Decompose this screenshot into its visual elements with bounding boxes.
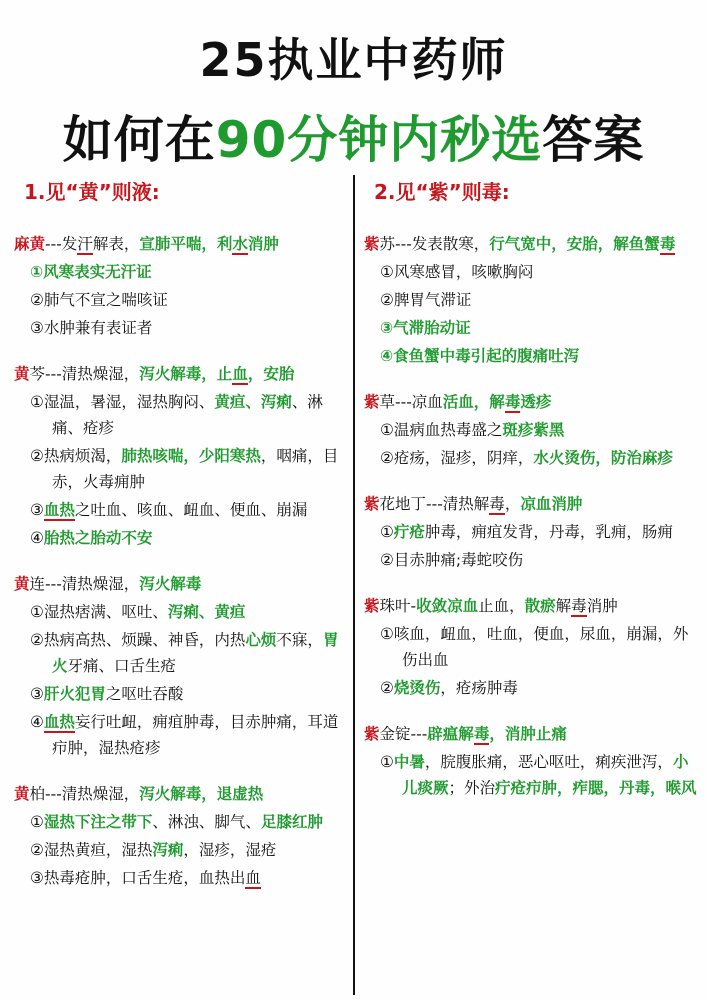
herb-summary-text: 水	[232, 235, 248, 253]
indication-text: 血	[245, 869, 261, 887]
left-column	[14, 176, 344, 911]
herb-summary-text: 花地丁---清热解	[379, 495, 490, 513]
indication-item	[14, 525, 344, 551]
indication-text: ①	[30, 813, 44, 831]
indication-text: ③	[30, 501, 44, 519]
herb-summary-text: 金锭---	[379, 725, 428, 743]
indication-item	[364, 259, 699, 285]
indication-text: 足膝红肿	[260, 813, 323, 831]
indication-item	[364, 519, 699, 545]
herb-summary	[364, 593, 699, 619]
herb-summary-text: 散瘀	[524, 597, 556, 615]
indication-text: 斑疹紫黑	[502, 421, 565, 439]
indication-text: 血热	[43, 501, 75, 519]
herb-entry	[364, 389, 699, 471]
indication-item	[364, 621, 699, 673]
herb-summary-text: 凉血消肿	[520, 495, 583, 513]
indication-text: 胃火	[52, 631, 339, 675]
herb-summary-text: 泻火解毒，止	[139, 365, 233, 383]
indication-text: ①风寒表实无汗证	[30, 263, 152, 281]
herb-summary-text: 解表，	[92, 235, 140, 253]
herb-summary-text: 毒	[504, 393, 521, 411]
indication-text: 不寐，	[276, 631, 323, 649]
herb-entry	[364, 721, 699, 801]
herb-summary-text: 止血，	[478, 597, 525, 615]
indication-item	[14, 865, 344, 891]
herb-summary-text: 黄	[14, 785, 30, 803]
herb-summary	[364, 491, 699, 517]
indication-item	[364, 749, 699, 801]
section-heading-purple: 2.见“紫”则毒:	[374, 180, 510, 204]
herb-list-left	[14, 231, 344, 891]
herb-summary-text: 泻火解毒，退虚热	[139, 785, 264, 803]
herb-entry	[14, 361, 344, 551]
indication-item	[14, 627, 344, 679]
herb-summary	[364, 721, 699, 747]
indication-text: ②脾胃气滞证	[380, 291, 472, 309]
indication-text: 泻痢、黄疸	[167, 603, 246, 621]
herb-entry	[364, 491, 699, 573]
indication-text: ③水肿兼有表证者	[30, 319, 153, 337]
indication-item	[364, 675, 699, 701]
indication-text: 、淋浊、脚气、	[152, 813, 261, 831]
herb-summary-text: 泻火解毒	[139, 575, 202, 593]
indication-item	[364, 343, 699, 369]
indication-text: 之吐血、咳血、衄血、便血、崩漏	[74, 501, 308, 519]
herb-summary-text: 紫	[364, 495, 380, 513]
indication-item	[14, 259, 344, 285]
indication-text: 中暑	[393, 753, 425, 771]
herb-summary-text: ，安胎	[247, 365, 295, 383]
indication-item	[364, 417, 699, 443]
indication-text: ②热病烦渴，	[30, 447, 122, 465]
indication-text: 黄疸、泻痢	[214, 393, 292, 411]
indication-text: ，脘腹胀痛，恶心呕吐，痢疾泄泻，	[424, 753, 673, 771]
indication-text: 妄行吐衄，痈疽肿毒，目赤肿痛，耳道疖肿，湿热疮疹	[52, 713, 339, 757]
herb-summary-text: 毒	[659, 235, 676, 253]
indication-item	[364, 315, 699, 341]
indication-text: ④	[30, 529, 44, 547]
indication-text: ②热病高热、烦躁、神昏，内热	[30, 631, 246, 649]
page-subtitle	[0, 100, 707, 172]
herb-entry	[364, 231, 699, 369]
indication-text: 泻痢	[152, 841, 184, 859]
indication-text: 肿毒，痈疽发背，丹毒，乳痈，肠痈	[424, 523, 673, 541]
page-title: 25执业中药师	[199, 33, 508, 87]
indication-text: 湿热下注之带下	[43, 813, 153, 831]
herb-summary-text: 珠叶-	[379, 597, 417, 615]
subtitle-highlight-1: 90分钟内	[215, 111, 441, 169]
indication-item	[14, 809, 344, 835]
indication-text: ②目赤肿痛;毒蛇咬伤	[380, 551, 524, 569]
indication-text: ③气滞胎动证	[380, 319, 471, 337]
indication-text: ①湿热痞满、呕吐、	[30, 603, 168, 621]
indication-text: 心烦	[245, 631, 277, 649]
indication-item	[14, 599, 344, 625]
herb-summary-text: 苏---发表散寒，	[379, 235, 490, 253]
indication-text: ①	[380, 753, 394, 771]
indication-item	[364, 287, 699, 313]
indication-text: ，疮疡肿毒	[440, 679, 518, 697]
herb-summary-text: 麻黄	[14, 235, 46, 253]
subtitle-part-1: 如何在	[62, 111, 216, 169]
herb-summary	[14, 571, 344, 597]
indication-text: ①咳血，衄血，吐血，便血，尿血，崩漏，外伤出血	[380, 625, 689, 669]
herb-summary-text: 透疹	[520, 393, 552, 411]
indication-item	[14, 389, 344, 441]
herb-summary-text: 汗	[77, 235, 93, 253]
indication-item	[14, 315, 344, 341]
herb-entry	[14, 231, 344, 341]
herb-summary-text: 紫	[364, 235, 380, 253]
herb-summary-text: 消肿	[586, 597, 618, 615]
indication-item	[14, 837, 344, 863]
herb-summary-text: 草---凉血	[379, 393, 443, 411]
herb-summary-text: 芩---清热燥湿，	[29, 365, 140, 383]
indication-text: 肝火犯胃	[43, 685, 106, 703]
indication-text: ；外治	[448, 779, 496, 797]
herb-summary	[14, 781, 344, 807]
herb-summary-text: 毒	[571, 597, 587, 615]
herb-summary-text: 连---清热燥湿，	[29, 575, 140, 593]
column-divider	[353, 175, 355, 995]
herb-summary-text: ---发	[45, 235, 78, 253]
herb-summary-text: ，	[504, 495, 521, 513]
indication-text: ③热毒疮肿，口舌生疮，血热出	[30, 869, 246, 887]
herb-summary-text: 毒	[489, 495, 505, 513]
herb-summary-text: 活血，解	[442, 393, 505, 411]
herb-summary-text: 紫	[364, 597, 380, 615]
herb-list-right	[364, 231, 699, 801]
herb-summary-text: 解	[555, 597, 572, 615]
indication-text: ①风寒感冒，咳嗽胸闷	[380, 263, 534, 281]
herb-summary-text: 收敛凉血	[416, 597, 479, 615]
indication-text: 血热	[43, 713, 75, 731]
herb-summary	[14, 361, 344, 387]
herb-summary-text: 宣肺平喘，利	[139, 235, 233, 253]
indication-item	[14, 681, 344, 707]
herb-summary-text: 消肿	[247, 235, 279, 253]
indication-text: ①温病血热毒盛之	[380, 421, 503, 439]
herb-summary-text: 辟瘟解	[427, 725, 474, 743]
indication-text: ②	[380, 679, 394, 697]
subtitle-part-2: 答案	[542, 111, 645, 169]
indication-text: 疔疮疖肿，痄腮，丹毒，喉风	[495, 779, 697, 797]
herb-summary-text: 行气宽中，安胎，解鱼蟹	[489, 235, 660, 253]
indication-text: ，湿疹，湿疮	[183, 841, 277, 859]
right-column	[364, 176, 699, 821]
indication-text: 小儿痰厥	[402, 753, 689, 797]
herb-summary-text: 毒	[473, 725, 490, 743]
indication-text: ①	[380, 523, 394, 541]
indication-text: 胎热之胎动不安	[43, 529, 153, 547]
indication-text: 、淋痛、疮疹	[52, 393, 323, 437]
indication-text: ④食鱼蟹中毒引起的腹痛吐泻	[380, 347, 580, 365]
indication-text: 肺热咳喘，少阳寒热	[121, 447, 261, 465]
subtitle-highlight-2: 秒选	[440, 111, 543, 169]
indication-text: 牙痛、口舌生疮	[67, 657, 177, 675]
herb-summary-text: 血	[232, 365, 248, 383]
herb-summary	[14, 231, 344, 257]
herb-summary-text: 黄	[14, 365, 30, 383]
indication-text: 烧烫伤	[393, 679, 441, 697]
indication-text: ②湿热黄疸，湿热	[30, 841, 153, 859]
herb-entry	[364, 593, 699, 701]
herb-summary-text: 紫	[364, 393, 380, 411]
herb-summary	[364, 231, 699, 257]
herb-summary-text: 黄	[14, 575, 30, 593]
indication-item	[14, 497, 344, 523]
indication-item	[14, 443, 344, 495]
section-heading-yellow: 1.见“黄”则液:	[24, 180, 160, 204]
indication-text: 水火烫伤，防治麻疹	[533, 449, 673, 467]
herb-summary-text: 柏---清热燥湿，	[29, 785, 140, 803]
indication-text: 之呕吐吞酸	[105, 685, 184, 703]
indication-text: 疔疮	[393, 523, 425, 541]
indication-text: ③	[30, 685, 44, 703]
herb-summary-text: ，消肿止痛	[489, 725, 567, 743]
indication-text: ④	[30, 713, 44, 731]
indication-text: ②肺气不宣之喘咳证	[30, 291, 168, 309]
indication-item	[364, 445, 699, 471]
herb-entry	[14, 781, 344, 891]
indication-text: ，咽痛，目赤，火毒痈肿	[52, 447, 339, 491]
indication-item	[14, 709, 344, 761]
herb-summary	[364, 389, 699, 415]
herb-entry	[14, 571, 344, 761]
herb-summary-text: 紫	[364, 725, 380, 743]
indication-text: ②疮疡，湿疹，阴痒，	[380, 449, 534, 467]
indication-item	[364, 547, 699, 573]
indication-item	[14, 287, 344, 313]
indication-text: ①湿温，暑湿，湿热胸闷、	[30, 393, 215, 411]
